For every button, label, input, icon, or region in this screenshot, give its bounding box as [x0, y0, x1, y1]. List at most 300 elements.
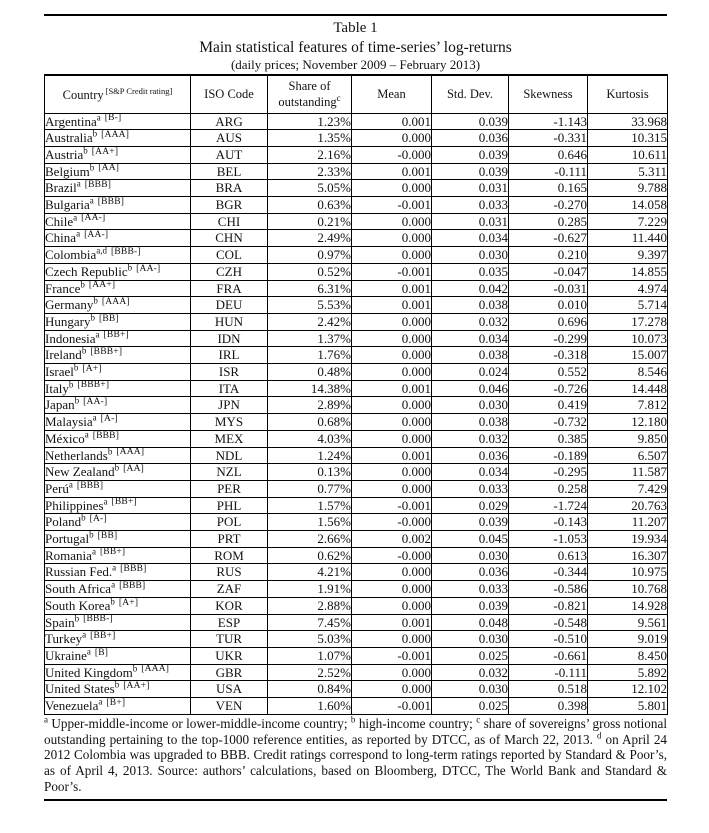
std-dev-cell: 0.039 — [432, 146, 509, 163]
std-dev-cell: 0.033 — [432, 197, 509, 214]
iso-code-cell: ITA — [191, 380, 268, 397]
kurtosis-cell: 6.507 — [588, 447, 668, 464]
credit-rating: [AA+] — [91, 146, 119, 157]
mean-cell: 0.001 — [352, 297, 432, 314]
credit-rating: [BBB] — [84, 179, 112, 190]
col-header-country — [45, 75, 191, 113]
credit-rating: [BBB] — [97, 196, 125, 207]
skewness-cell: 0.385 — [509, 430, 588, 447]
table-row — [45, 480, 668, 497]
skewness-cell: -1.053 — [509, 531, 588, 548]
table-row — [45, 497, 668, 514]
share-of-outstanding-cell: 2.42% — [268, 313, 352, 330]
table-row — [45, 614, 668, 631]
country-cell — [45, 564, 191, 581]
income-group-marker: a — [89, 196, 94, 206]
credit-rating: [BBB+] — [90, 347, 123, 358]
mean-cell: -0.001 — [352, 648, 432, 665]
skewness-cell: -0.047 — [509, 263, 588, 280]
income-group-marker: a — [103, 497, 108, 507]
table-row — [45, 347, 668, 364]
income-group-marker: a — [68, 480, 73, 490]
std-dev-cell: 0.029 — [432, 497, 509, 514]
country-cell — [45, 213, 191, 230]
iso-code-cell: TUR — [191, 631, 268, 648]
std-dev-cell: 0.033 — [432, 480, 509, 497]
iso-code-cell: CHN — [191, 230, 268, 247]
share-of-outstanding-cell: 5.05% — [268, 180, 352, 197]
mean-cell: 0.000 — [352, 397, 432, 414]
std-dev-cell: 0.036 — [432, 564, 509, 581]
country-cell — [45, 347, 191, 364]
income-group-marker: a — [112, 563, 117, 574]
std-dev-cell: 0.046 — [432, 380, 509, 397]
skewness-cell: 0.398 — [509, 698, 588, 715]
footnote-marker-c: c — [476, 714, 481, 725]
std-dev-cell: 0.045 — [432, 531, 509, 548]
table-row — [45, 213, 668, 230]
credit-rating: [AAA] — [101, 129, 130, 140]
income-group-marker: b — [114, 680, 120, 691]
country-name: Czech Republic — [45, 263, 128, 279]
credit-rating: [AA+] — [88, 280, 116, 291]
mean-cell: -0.001 — [352, 197, 432, 214]
iso-code-cell: COL — [191, 247, 268, 264]
mean-cell: 0.001 — [352, 280, 432, 297]
country-cell — [45, 497, 191, 514]
country-name: México — [45, 430, 85, 446]
kurtosis-cell: 16.307 — [588, 547, 668, 564]
kurtosis-cell: 8.546 — [588, 364, 668, 381]
skewness-cell: -0.143 — [509, 514, 588, 531]
credit-rating: [BBB+] — [77, 380, 110, 391]
iso-code-cell: POL — [191, 514, 268, 531]
skewness-cell: -0.331 — [509, 130, 588, 147]
income-group-marker: b — [110, 597, 115, 607]
credit-rating: [B-] — [104, 113, 122, 124]
kurtosis-cell: 9.850 — [588, 430, 668, 447]
share-of-outstanding-cell: 0.84% — [268, 681, 352, 698]
table-row — [45, 146, 668, 163]
credit-rating: [BBB] — [92, 430, 120, 441]
kurtosis-cell: 5.714 — [588, 297, 668, 314]
std-dev-cell: 0.030 — [432, 681, 509, 698]
country-name: China — [45, 230, 77, 246]
share-of-outstanding-cell: 0.21% — [268, 213, 352, 230]
country-cell — [45, 531, 191, 548]
income-group-marker: b — [114, 463, 120, 473]
iso-code-cell: UKR — [191, 648, 268, 665]
table-row — [45, 698, 668, 715]
skewness-cell: -0.189 — [509, 447, 588, 464]
table-footnote — [44, 715, 667, 801]
credit-rating: [BB] — [97, 530, 118, 541]
skewness-cell: -0.344 — [509, 564, 588, 581]
country-cell — [45, 364, 191, 381]
income-group-marker: b — [92, 129, 98, 139]
col-header-country-rating-note: [S&P Credit rating] — [105, 85, 173, 96]
iso-code-cell: MYS — [191, 414, 268, 431]
iso-code-cell: AUS — [191, 130, 268, 147]
country-name: South Africa — [45, 581, 112, 597]
col-header-iso-code: ISO Code — [191, 75, 268, 113]
mean-cell: 0.000 — [352, 430, 432, 447]
income-group-marker: a — [73, 213, 78, 223]
iso-code-cell: CHI — [191, 213, 268, 230]
mean-cell: -0.000 — [352, 146, 432, 163]
share-of-outstanding-cell: 1.91% — [268, 581, 352, 598]
mean-cell: 0.001 — [352, 380, 432, 397]
income-group-marker: b — [80, 280, 85, 290]
iso-code-cell: NZL — [191, 464, 268, 481]
income-group-marker: b — [68, 380, 74, 390]
mean-cell: 0.000 — [352, 464, 432, 481]
country-cell — [45, 230, 191, 247]
mean-cell: 0.000 — [352, 130, 432, 147]
table-row — [45, 397, 668, 414]
kurtosis-cell: 14.448 — [588, 380, 668, 397]
std-dev-cell: 0.032 — [432, 430, 509, 447]
country-cell — [45, 380, 191, 397]
std-dev-cell: 0.038 — [432, 297, 509, 314]
table-number: Table 1 — [333, 20, 378, 36]
std-dev-cell: 0.036 — [432, 130, 509, 147]
table-period-subtitle: (daily prices; November 2009 – February 2013) — [230, 57, 481, 72]
mean-cell: 0.001 — [352, 447, 432, 464]
col-header-kurtosis: Kurtosis — [588, 75, 668, 113]
table-row — [45, 247, 668, 264]
country-name: Ukraine — [45, 648, 87, 663]
credit-rating: [B] — [94, 647, 109, 658]
skewness-cell: 0.646 — [509, 146, 588, 163]
country-name: Russian Fed. — [45, 564, 113, 580]
credit-rating: [AA-] — [81, 213, 106, 224]
income-group-marker: a — [92, 413, 97, 423]
income-group-marker: a — [95, 330, 100, 340]
share-of-outstanding-cell: 0.48% — [268, 364, 352, 381]
country-name: Belgium — [45, 163, 90, 179]
kurtosis-cell: 10.073 — [588, 330, 668, 347]
income-group-marker: b — [81, 346, 87, 357]
country-cell — [45, 113, 191, 130]
country-cell — [45, 430, 191, 447]
share-header-line2: outstanding — [278, 95, 337, 110]
mean-cell: 0.000 — [352, 180, 432, 197]
table-row — [45, 263, 668, 280]
table-row — [45, 113, 668, 130]
std-dev-cell: 0.048 — [432, 614, 509, 631]
income-group-marker: a — [76, 229, 81, 240]
skewness-cell: 0.419 — [509, 397, 588, 414]
share-of-outstanding-cell: 1.76% — [268, 347, 352, 364]
table-row — [45, 163, 668, 180]
kurtosis-cell: 12.102 — [588, 681, 668, 698]
share-of-outstanding-cell: 2.89% — [268, 397, 352, 414]
document-page — [44, 14, 667, 801]
header-row — [45, 75, 668, 113]
std-dev-cell: 0.038 — [432, 414, 509, 431]
iso-code-cell: AUT — [191, 146, 268, 163]
table-row — [45, 364, 668, 381]
country-cell — [45, 631, 191, 648]
share-of-outstanding-cell: 7.45% — [268, 614, 352, 631]
table-row — [45, 414, 668, 431]
std-dev-cell: 0.039 — [432, 113, 509, 130]
kurtosis-cell: 10.611 — [588, 146, 668, 163]
skewness-cell: -0.031 — [509, 280, 588, 297]
std-dev-cell: 0.024 — [432, 364, 509, 381]
skewness-cell: -0.627 — [509, 230, 588, 247]
share-of-outstanding-cell: 1.24% — [268, 447, 352, 464]
kurtosis-cell: 17.278 — [588, 313, 668, 330]
statistics-table — [44, 74, 668, 715]
iso-code-cell: VEN — [191, 698, 268, 715]
country-name: Netherlands — [45, 447, 108, 463]
credit-rating: [AAA] — [116, 447, 145, 458]
kurtosis-cell: 14.855 — [588, 263, 668, 280]
country-cell — [45, 664, 191, 681]
credit-rating: [AAA] — [141, 664, 170, 675]
share-of-outstanding-cell: 1.60% — [268, 698, 352, 715]
kurtosis-cell: 5.311 — [588, 163, 668, 180]
country-cell — [45, 414, 191, 431]
credit-rating: [AA-] — [83, 397, 108, 408]
mean-cell: 0.000 — [352, 364, 432, 381]
kurtosis-cell: 19.934 — [588, 531, 668, 548]
country-name: South Korea — [45, 597, 111, 613]
std-dev-cell: 0.039 — [432, 597, 509, 614]
country-name: Indonesia — [45, 330, 96, 346]
skewness-cell: -0.295 — [509, 464, 588, 481]
country-cell — [45, 464, 191, 481]
credit-rating: [BBB] — [76, 480, 104, 491]
income-group-marker: a,d — [96, 246, 108, 256]
kurtosis-cell: 9.561 — [588, 614, 668, 631]
country-name: New Zealand — [45, 464, 115, 480]
country-cell — [45, 130, 191, 147]
skewness-cell: -0.299 — [509, 330, 588, 347]
country-name: Italy — [45, 380, 69, 396]
std-dev-cell: 0.034 — [432, 230, 509, 247]
credit-rating: [AA] — [98, 163, 120, 174]
income-group-marker: b — [127, 263, 133, 273]
country-cell — [45, 330, 191, 347]
kurtosis-cell: 11.207 — [588, 514, 668, 531]
mean-cell: -0.000 — [352, 547, 432, 564]
country-name: Brazil — [45, 180, 77, 196]
table-row — [45, 447, 668, 464]
table-row — [45, 130, 668, 147]
std-dev-cell: 0.032 — [432, 664, 509, 681]
table-row — [45, 664, 668, 681]
iso-code-cell: DEU — [191, 297, 268, 314]
mean-cell: 0.000 — [352, 247, 432, 264]
credit-rating: [BBB] — [120, 564, 147, 575]
country-cell — [45, 263, 191, 280]
country-cell — [45, 597, 191, 614]
skewness-cell: -1.143 — [509, 113, 588, 130]
iso-code-cell: GBR — [191, 664, 268, 681]
kurtosis-cell: 7.229 — [588, 213, 668, 230]
std-dev-cell: 0.031 — [432, 180, 509, 197]
country-cell — [45, 514, 191, 531]
skewness-cell: 0.552 — [509, 364, 588, 381]
country-cell — [45, 614, 191, 631]
share-of-outstanding-cell: 0.52% — [268, 263, 352, 280]
country-cell — [45, 397, 191, 414]
country-name: United States — [45, 681, 115, 697]
income-group-marker: b — [74, 396, 80, 407]
mean-cell: 0.000 — [352, 631, 432, 648]
kurtosis-cell: 10.768 — [588, 581, 668, 598]
country-cell — [45, 480, 191, 497]
country-name: Spain — [45, 614, 75, 630]
skewness-cell: 0.258 — [509, 480, 588, 497]
skewness-cell: -0.111 — [509, 163, 588, 180]
skewness-cell: -0.510 — [509, 631, 588, 648]
credit-rating: [BB+] — [90, 630, 116, 641]
std-dev-cell: 0.042 — [432, 280, 509, 297]
country-cell — [45, 698, 191, 715]
income-group-marker: b — [81, 513, 86, 524]
mean-cell: 0.000 — [352, 330, 432, 347]
country-name: France — [45, 280, 81, 296]
table-row — [45, 681, 668, 698]
iso-code-cell: MEX — [191, 430, 268, 447]
country-name: Australia — [45, 130, 93, 146]
share-of-outstanding-cell: 1.37% — [268, 330, 352, 347]
share-of-outstanding-cell: 0.97% — [268, 247, 352, 264]
std-dev-cell: 0.038 — [432, 347, 509, 364]
income-group-marker: a — [96, 113, 101, 123]
iso-code-cell: ZAF — [191, 581, 268, 598]
kurtosis-cell: 12.180 — [588, 414, 668, 431]
share-of-outstanding-cell: 5.03% — [268, 631, 352, 648]
share-of-outstanding-cell: 0.68% — [268, 414, 352, 431]
table-row — [45, 531, 668, 548]
country-cell — [45, 180, 191, 197]
income-group-marker: b — [90, 313, 95, 323]
mean-cell: 0.000 — [352, 564, 432, 581]
income-group-marker: a — [82, 630, 87, 640]
income-group-marker: b — [89, 163, 95, 173]
share-of-outstanding-cell: 1.56% — [268, 514, 352, 531]
country-name: Venezuela — [45, 698, 99, 714]
country-cell — [45, 280, 191, 297]
country-cell — [45, 447, 191, 464]
income-group-marker: a — [84, 430, 89, 440]
mean-cell: -0.001 — [352, 497, 432, 514]
table-row — [45, 330, 668, 347]
std-dev-cell: 0.034 — [432, 330, 509, 347]
mean-cell: 0.000 — [352, 313, 432, 330]
table-row — [45, 648, 668, 665]
income-group-marker: a — [86, 647, 91, 657]
iso-code-cell: ROM — [191, 547, 268, 564]
kurtosis-cell: 7.812 — [588, 397, 668, 414]
skewness-cell: -0.586 — [509, 581, 588, 598]
iso-code-cell: HUN — [191, 313, 268, 330]
income-group-marker: b — [132, 664, 138, 674]
mean-cell: 0.000 — [352, 597, 432, 614]
kurtosis-cell: 8.450 — [588, 648, 668, 665]
credit-rating: [A-] — [89, 514, 107, 525]
table-row — [45, 631, 668, 648]
std-dev-cell: 0.032 — [432, 313, 509, 330]
skewness-cell: 0.165 — [509, 180, 588, 197]
country-name: Argentina — [45, 113, 97, 129]
credit-rating: [BB+] — [99, 547, 126, 558]
country-name: Romania — [45, 547, 92, 563]
kurtosis-cell: 15.007 — [588, 347, 668, 364]
country-name: Poland — [45, 514, 82, 530]
share-of-outstanding-cell: 4.21% — [268, 564, 352, 581]
skewness-cell: 0.518 — [509, 681, 588, 698]
income-group-marker: b — [74, 614, 80, 624]
share-of-outstanding-cell: 6.31% — [268, 280, 352, 297]
country-name: Turkey — [45, 631, 83, 647]
mean-cell: 0.000 — [352, 213, 432, 230]
footnote-text-c: share of sovereigns’ gross notional outstanding pertaining to the top-1000 reference entities, as reported by DTCC, as of March 22, 2013. — [44, 715, 667, 747]
iso-code-cell: ESP — [191, 614, 268, 631]
table-row — [45, 197, 668, 214]
skewness-cell: -0.318 — [509, 347, 588, 364]
share-of-outstanding-cell: 1.07% — [268, 648, 352, 665]
iso-code-cell: ARG — [191, 113, 268, 130]
skewness-cell: -0.732 — [509, 414, 588, 431]
country-name: Bulgaria — [45, 197, 90, 213]
mean-cell: -0.000 — [352, 514, 432, 531]
kurtosis-cell: 14.058 — [588, 197, 668, 214]
skewness-cell: 0.210 — [509, 247, 588, 264]
mean-cell: 0.002 — [352, 531, 432, 548]
skewness-cell: -0.548 — [509, 614, 588, 631]
std-dev-cell: 0.039 — [432, 514, 509, 531]
country-name: Austria — [45, 146, 84, 162]
country-name: Chile — [45, 213, 74, 229]
footnote-marker-d: d — [596, 730, 602, 741]
table-row — [45, 597, 668, 614]
kurtosis-cell: 11.587 — [588, 464, 668, 481]
std-dev-cell: 0.025 — [432, 648, 509, 665]
kurtosis-cell: 11.440 — [588, 230, 668, 247]
std-dev-cell: 0.033 — [432, 581, 509, 598]
table-row — [45, 514, 668, 531]
country-name: Portugal — [45, 531, 90, 547]
income-group-marker: b — [83, 146, 88, 156]
share-footnote-marker: c — [336, 93, 341, 104]
credit-rating: [B+] — [106, 697, 126, 708]
kurtosis-cell: 14.928 — [588, 597, 668, 614]
mean-cell: 0.000 — [352, 230, 432, 247]
std-dev-cell: 0.034 — [432, 464, 509, 481]
country-name: Germany — [45, 297, 94, 313]
footnote-text-d: on April 24 2012 Colombia was upgraded to BBB. Credit ratings correspond to long-term ratings reported by Standard & Poor’s, as of April 4, 2013. Source: authors’ calculations, based on Bloomberg, DTCC, The World Bank and Standard & Poor’s. — [44, 731, 668, 794]
iso-code-cell: BEL — [191, 163, 268, 180]
kurtosis-cell: 9.019 — [588, 631, 668, 648]
std-dev-cell: 0.025 — [432, 698, 509, 715]
share-of-outstanding-cell: 2.33% — [268, 163, 352, 180]
kurtosis-cell: 9.788 — [588, 180, 668, 197]
country-cell — [45, 163, 191, 180]
skewness-cell: -0.270 — [509, 197, 588, 214]
table-title-block — [44, 14, 667, 74]
iso-code-cell: BRA — [191, 180, 268, 197]
std-dev-cell: 0.031 — [432, 213, 509, 230]
country-name: United Kingdom — [45, 664, 133, 680]
footnote-marker-b: b — [350, 714, 356, 725]
share-of-outstanding-cell: 0.62% — [268, 547, 352, 564]
